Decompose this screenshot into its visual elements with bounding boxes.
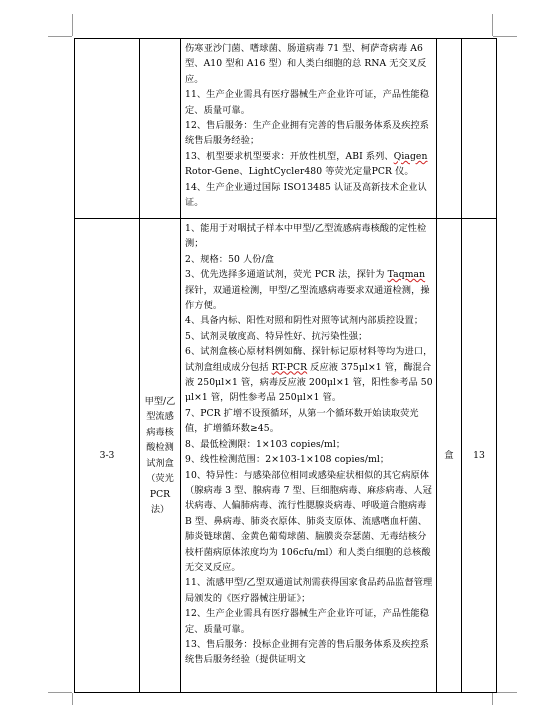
crop-mark-top-right-v <box>492 14 493 36</box>
unit-label: 盒 <box>444 449 454 461</box>
crop-mark-top-left-v <box>72 14 73 36</box>
requirement-line: 10、特异性：与感染部位相同或感染症状相似的其它病原体（腺病毒 3 型、腺病毒 7 型、巨细胞病毒、麻疹病毒、人冠状病毒、人偏肺病毒、流行性腮腺炎病毒、呼吸道合胞病毒 B 型、鼻病毒、肺炎衣原体、肺炎支原体、流感嗜血杆菌、肺炎链球菌、金黄色葡萄球菌、脑膜炎奈瑟菌、无毒结核分枝杆菌病原体浓度均为 106cfu/ml）和人类白细胞的总核酸无交叉反应。 <box>185 469 432 573</box>
product-name-cell <box>140 219 181 693</box>
requirements-cell <box>181 219 437 693</box>
requirement-line: 伤寒亚沙门菌、嗜球菌、肠道病毒 71 型、柯萨奇病毒 A6 型、A10 型和 A16 型）和人类白细胞的总 RNA 无交叉反应。 <box>185 43 427 85</box>
requirement-line: 6、试剂盒核心原材料例如酶、探针标记原材料等均为进口，试剂盒组成成分包括 RT-PCR 反应液 375μl×1 管，酶混合液 250μl×1 管，病毒反应液 200μl×1 管，阳性参考品 50μl×1 管，阴性参考品 250μl×1 管。 <box>185 346 433 404</box>
crop-mark-top-right-h <box>493 36 517 37</box>
requirement-line: 9、线性检测范围：2×103-1×108 copies/ml； <box>185 454 390 466</box>
unit-cell <box>437 39 462 219</box>
crop-mark-bottom-left-v <box>72 693 73 705</box>
seq-cell <box>75 39 140 219</box>
unit-cell <box>437 219 462 693</box>
table-row <box>75 39 497 219</box>
requirement-line: 5、试剂灵敏度高、特异性好、抗污染性强； <box>185 330 368 342</box>
procurement-spec-table <box>74 38 497 693</box>
crop-mark-bottom-left-h <box>48 692 72 693</box>
seq-cell <box>75 219 140 693</box>
crop-mark-top-left-h <box>48 36 72 37</box>
requirement-line: 4、具备内标、阳性对照和阴性对照等试剂内部质控设置； <box>185 315 424 327</box>
requirement-line: 11、生产企业需具有医疗器械生产企业许可证，产品性能稳定、质量可靠。 <box>185 89 430 116</box>
product-name-cell <box>140 39 181 219</box>
requirement-line: 2、规格：50 人份/盒 <box>185 253 275 265</box>
table-row <box>75 219 497 693</box>
product-name: 甲型/乙型流感病毒核酸检测试剂盒（荧光 PCR 法） <box>144 395 176 515</box>
seq-number: 3-3 <box>99 449 115 461</box>
requirement-line: 8、最低检测限：1×103 copies/ml； <box>185 438 346 450</box>
quantity-cell <box>462 39 497 219</box>
requirement-line: 3、优先选择多通道试剂，荧光 PCR 法，探针为 Taqman 探针，双通道检测，甲型/乙型流感病毒要求双通道检测，操作方便。 <box>185 269 430 312</box>
requirement-line: 13、售后服务：投标企业拥有完善的售后服务体系及疾控系统售后服务经验（提供证明文 <box>185 638 430 666</box>
requirement-line: 14、生产企业通过国际 ISO13485 认证及高新技术企业认证。 <box>185 181 427 209</box>
requirement-line: 12、生产企业需具有医疗器械生产企业许可证，产品性能稳定、质量可靠。 <box>185 608 430 635</box>
requirement-line: 11、流感甲型/乙型双通道试剂需获得国家食品药品监督管理局颁发的《医疗器械注册证》； <box>185 577 433 604</box>
requirement-line: 1、能用于对咽拭子样本中甲型/乙型流感病毒核酸的定性检测； <box>185 223 427 250</box>
quantity-value: 13 <box>473 449 485 461</box>
requirements-cell <box>181 39 437 219</box>
quantity-cell <box>462 219 497 693</box>
crop-mark-bottom-right-v <box>492 693 493 705</box>
requirement-line: 13、机型要求机型要求：开放性机型，ABI 系列、Qiagen Rotor-Gene、LightCycler480 等荧光定量PCR 仪。 <box>185 150 428 178</box>
requirement-line: 7、PCR 扩增不设预循环，从第一个循环数开始读取荧光值，扩增循环数≥45。 <box>185 407 419 435</box>
requirement-line: 12、售后服务：生产企业拥有完善的售后服务体系及疾控系统售后服务经验； <box>185 120 430 147</box>
